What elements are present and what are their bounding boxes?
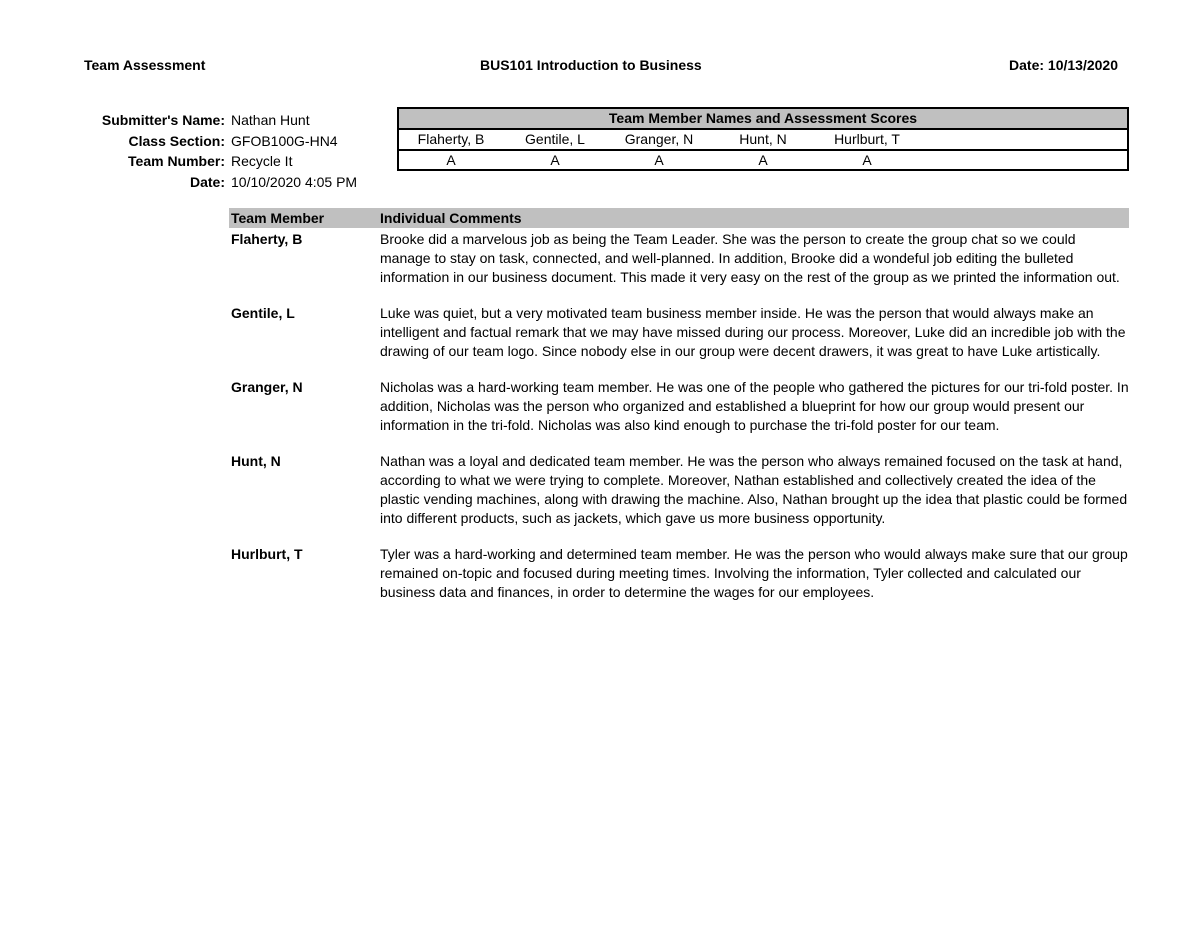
comment-member-name: Granger, N (231, 379, 303, 395)
scores-grades-row (399, 151, 1127, 170)
score-name-cell: Hunt, N (739, 131, 787, 147)
comment-row (229, 452, 1129, 528)
submission-date-row (60, 172, 380, 193)
course-title: BUS101 Introduction to Business (480, 57, 702, 73)
score-name-cell: Granger, N (624, 131, 694, 147)
score-name-cell: Flaherty, B (417, 131, 485, 147)
comment-text: Nicholas was a hard-working team member. He was one of the people who gathered the pictures for our tri-fold poster. In addition, Nicholas was the person who organized and established a blueprint for how our group would present our information in the tri-fold. Nicholas was also kind enough to purchase the tri-fold poster for our team. (380, 379, 1129, 433)
team-number-row (60, 151, 380, 172)
score-grade-cell: A (654, 152, 664, 168)
individual-comments-column-header: Individual Comments (380, 210, 522, 226)
class-section-value: GFOB100G-HN4 (231, 132, 338, 149)
team-member-column-header: Team Member (231, 210, 325, 226)
submission-date-value: 10/10/2020 4:05 PM (231, 173, 358, 190)
submitter-name-value: Nathan Hunt (231, 112, 310, 128)
submitter-name-label: Submitter's Name: (101, 112, 225, 128)
team-number-value: Recycle It (231, 153, 293, 169)
submission-date-label: Date: (189, 173, 225, 190)
score-grade-cell: A (862, 152, 872, 168)
comment-row (229, 545, 1129, 602)
submitter-info (60, 110, 380, 192)
scores-table (397, 107, 1129, 171)
comment-row (229, 230, 1129, 287)
team-number-label: Team Number: (128, 153, 225, 169)
comment-text: Luke was quiet, but a very motivated team business member inside. He was the person that would always make an intelligent and factual remark that we may have missed during our process. Moreover, Luke did an incredible job with the drawing of our team logo. Since nobody else in our group were decent drawers, it was great to have Luke artistically. (380, 305, 1126, 359)
scores-table-title: Team Member Names and Assessment Scores (399, 109, 1127, 130)
header-date: Date: 10/13/2020 (1009, 57, 1118, 73)
comment-member-name: Flaherty, B (231, 231, 303, 247)
comment-row (229, 378, 1129, 435)
class-section-label: Class Section: (128, 132, 225, 149)
score-name-cell: Hurlburt, T (834, 131, 900, 147)
comment-text: Brooke did a marvelous job as being the Team Leader. She was the person to create the group chat so we could manage to stay on task, connected, and well-planned. In addition, Brooke did a wondeful job editing the bulleted information in our business document. This made it very easy on the rest of the group as we printed the information out. (380, 231, 1120, 285)
score-grade-cell: A (550, 152, 560, 168)
class-section-row (60, 131, 380, 152)
comment-member-name: Gentile, L (231, 305, 295, 321)
comment-text: Nathan was a loyal and dedicated team member. He was the person who always remained focused on the task at hand, according to what we were trying to complete. Moreover, Nathan established and collectively created the idea of the plastic vending machines, along with drawing the machine. Also, Nathan brought up the idea that plastic could be formed into different products, such as jackets, which gave us more business opportunity. (380, 453, 1128, 526)
comment-text: Tyler was a hard-working and determined team member. He was the person who would always make sure that our group remained on-topic and focused during meeting times. Involving the information, Tyler collected and calculated our business data and finances, in order to determine the wages for our employees. (380, 546, 1128, 600)
scores-names-row (399, 130, 1127, 151)
score-grade-cell: A (446, 152, 456, 168)
comment-member-name: Hurlburt, T (231, 546, 303, 562)
score-grade-cell: A (758, 152, 768, 168)
submitter-name-row (60, 110, 380, 131)
comments-header-row (229, 208, 1129, 228)
score-name-cell: Gentile, L (525, 131, 585, 147)
comment-row (229, 304, 1129, 361)
comment-member-name: Hunt, N (231, 453, 281, 469)
document-title: Team Assessment (84, 57, 206, 73)
comments-table (229, 208, 1129, 619)
